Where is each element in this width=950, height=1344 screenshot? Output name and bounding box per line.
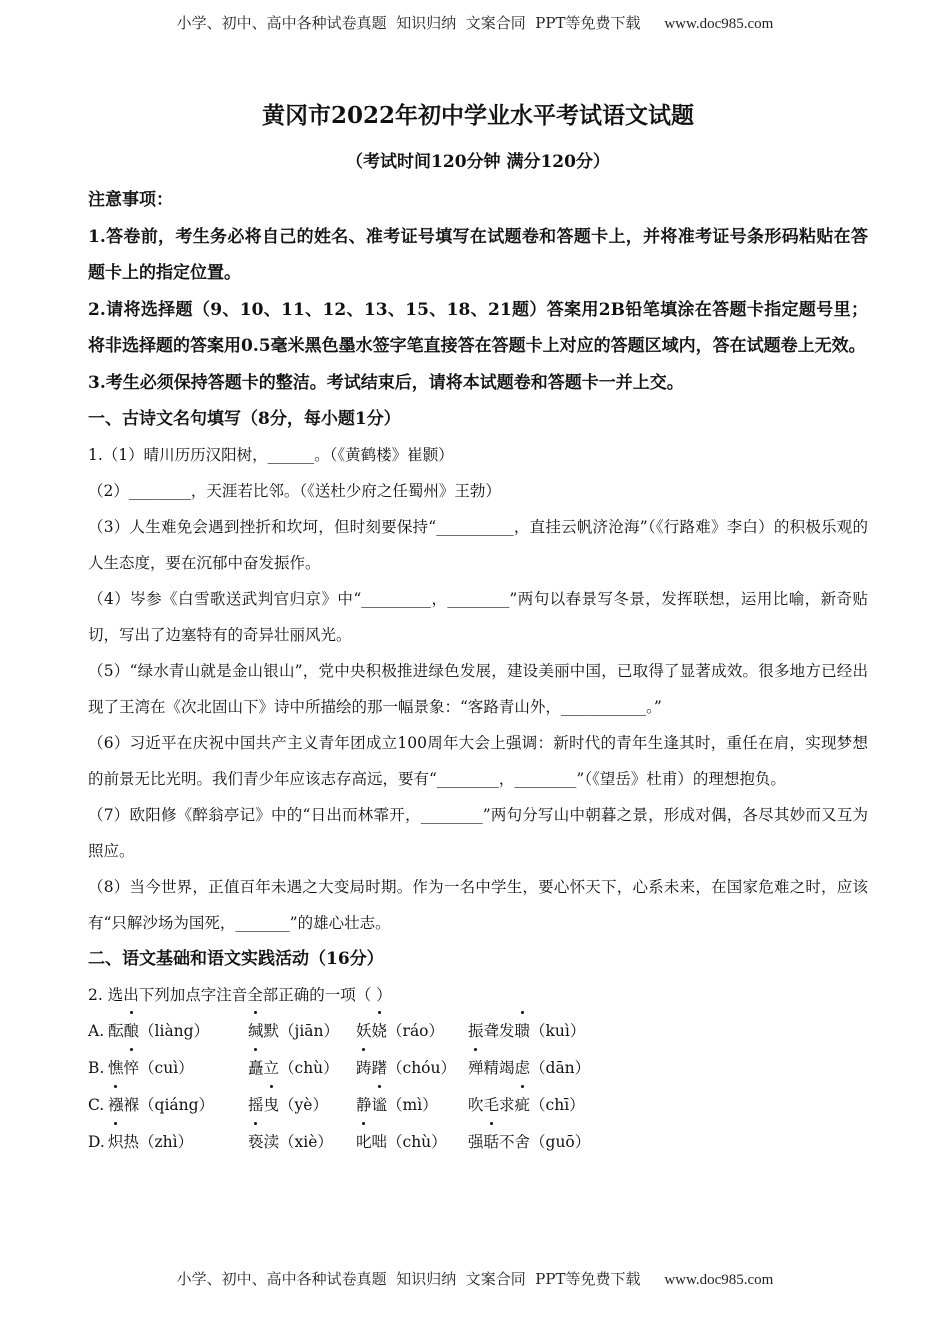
dotted-character: 襁 xyxy=(108,1087,124,1124)
notice-item: 3.考生必须保持答题卡的整洁。考试结束后，请将本试题卷和答题卡一并上交。 xyxy=(88,372,684,393)
option-c xyxy=(88,1087,868,1124)
question-2: 2. 选出下列加点字注音全部正确的一项（ ） xyxy=(88,986,392,1004)
dotted-character: 踌 xyxy=(356,1050,372,1087)
option-label: A. xyxy=(88,1022,110,1040)
option-word: 憔悴（cuì） xyxy=(108,1050,248,1087)
dotted-character: 矗 xyxy=(248,1050,264,1087)
dotted-character: 叱 xyxy=(356,1124,372,1161)
dotted-character: 炽 xyxy=(108,1124,124,1161)
dotted-character: 缄 xyxy=(248,1013,264,1050)
option-a xyxy=(88,1013,868,1050)
question-item: （3）人生难免会遇到挫折和坎坷，但时刻要保持“__________，直挂云帆济沧海”（《行路难》李白）的积极乐观的人生态度，要在沉郁中奋发振作。 xyxy=(88,518,868,572)
dotted-character: 谧 xyxy=(372,1087,388,1124)
notice-item: 2.请将选择题（9、10、11、12、13、15、18、21题）答案用2B铅笔填涂在答题卡指定题号里；将非选择题的答案用0.5毫米黑色墨水签字笔直接答在答题卡上对应的答题区域内，答在试题卷上无效。 xyxy=(88,299,868,356)
page-footer xyxy=(0,1268,950,1289)
option-word: 踌躇（chóu） xyxy=(356,1050,468,1087)
header-text: 小学、初中、高中各种试卷真题 知识归纳 文案合同 PPT等免费下载 xyxy=(176,14,641,32)
notice-heading: 注意事项： xyxy=(88,190,173,210)
exam-subtitle: （考试时间120分钟 满分120分） xyxy=(346,152,610,172)
dotted-character: 酿 xyxy=(124,1013,140,1050)
option-word: 叱咄（chù） xyxy=(356,1124,468,1161)
dotted-character: 殚 xyxy=(468,1050,484,1087)
question-item: （2）________，天涯若比邻。（《送杜少府之任蜀州》王勃） xyxy=(88,482,501,500)
question-item: （4）岑参《白雪歌送武判官归京》中“_________，________”两句以春景写冬景，发挥联想，运用比喻，新奇贴切，写出了边塞特有的奇异壮丽风光。 xyxy=(88,590,868,644)
header-site-link[interactable]: www.doc985.com xyxy=(664,16,774,32)
option-word: 摇曳（yè） xyxy=(248,1087,356,1124)
option-word: 静谧（mì） xyxy=(356,1087,468,1124)
question-item: （5）“绿水青山就是金山银山”，党中央积极推进绿色发展，建设美丽中国，已取得了显著成效。很多地方已经出现了王湾在《次北固山下》诗中所描绘的那一幅景象：“客路青山外，___________。” xyxy=(88,662,868,716)
option-word: 酝酿（liàng） xyxy=(108,1013,248,1050)
option-word: 吹毛求疵（chī） xyxy=(468,1087,585,1124)
option-label: C. xyxy=(88,1096,110,1114)
section-heading-2: 二、语文基础和语文实践活动（16分） xyxy=(88,949,384,969)
answer-options xyxy=(88,1013,868,1161)
option-word: 襁褓（qiáng） xyxy=(108,1087,248,1124)
option-word: 妖娆（ráo） xyxy=(356,1013,468,1050)
option-word: 炽热（zhì） xyxy=(108,1124,248,1161)
dotted-character: 疵 xyxy=(515,1087,531,1124)
option-label: D. xyxy=(88,1133,110,1151)
dotted-character: 娆 xyxy=(372,1013,388,1050)
option-b xyxy=(88,1050,868,1087)
dotted-character: 聒 xyxy=(484,1124,500,1161)
option-word: 殚精竭虑（dān） xyxy=(468,1050,590,1087)
section-heading-1: 一、古诗文名句填写（8分，每小题1分） xyxy=(88,409,401,429)
footer-text: 小学、初中、高中各种试卷真题 知识归纳 文案合同 PPT等免费下载 xyxy=(176,1270,641,1288)
dotted-character: 曳 xyxy=(264,1087,280,1124)
dotted-character: 亵 xyxy=(248,1124,264,1161)
exam-content xyxy=(88,96,868,1161)
option-word: 亵渎（xiè） xyxy=(248,1124,356,1161)
option-word: 强聒不舍（guō） xyxy=(468,1124,590,1161)
page-title: 黄冈市2022年初中学业水平考试语文试题 xyxy=(261,102,694,129)
dotted-character: 聩 xyxy=(515,1013,531,1050)
page-header xyxy=(0,12,950,33)
question-item: 1.（1）晴川历历汉阳树，______。（《黄鹤楼》崔颢） xyxy=(88,446,454,464)
footer-site-link[interactable]: www.doc985.com xyxy=(664,1272,774,1288)
option-label: B. xyxy=(88,1059,110,1077)
question-item: （8）当今世界，正值百年未遇之大变局时期。作为一名中学生，要心怀天下，心系未来，在国家危难之时，应该有“只解沙场为国死，_______”的雄心壮志。 xyxy=(88,878,868,932)
option-word: 振聋发聩（kuì） xyxy=(468,1013,585,1050)
dotted-character: 悴 xyxy=(124,1050,140,1087)
question-item: （6）习近平在庆祝中国共产主义青年团成立100周年大会上强调：新时代的青年生逢其时，重任在肩，实现梦想的前景无比光明。我们青少年应该志存高远，要有“________，________”（《望岳》杜甫）的理想抱负。 xyxy=(88,734,868,788)
question-item: （7）欧阳修《醉翁亭记》中的“日出而林霏开，________”两句分写山中朝暮之景，形成对偶，各尽其妙而又互为照应。 xyxy=(88,806,868,860)
option-word: 缄默（jiān） xyxy=(248,1013,356,1050)
notice-item: 1.答卷前，考生务必将自己的姓名、准考证号填写在试题卷和答题卡上，并将准考证号条形码粘贴在答题卡上的指定位置。 xyxy=(88,226,868,283)
option-word: 矗立（chù） xyxy=(248,1050,356,1087)
option-d xyxy=(88,1124,868,1161)
